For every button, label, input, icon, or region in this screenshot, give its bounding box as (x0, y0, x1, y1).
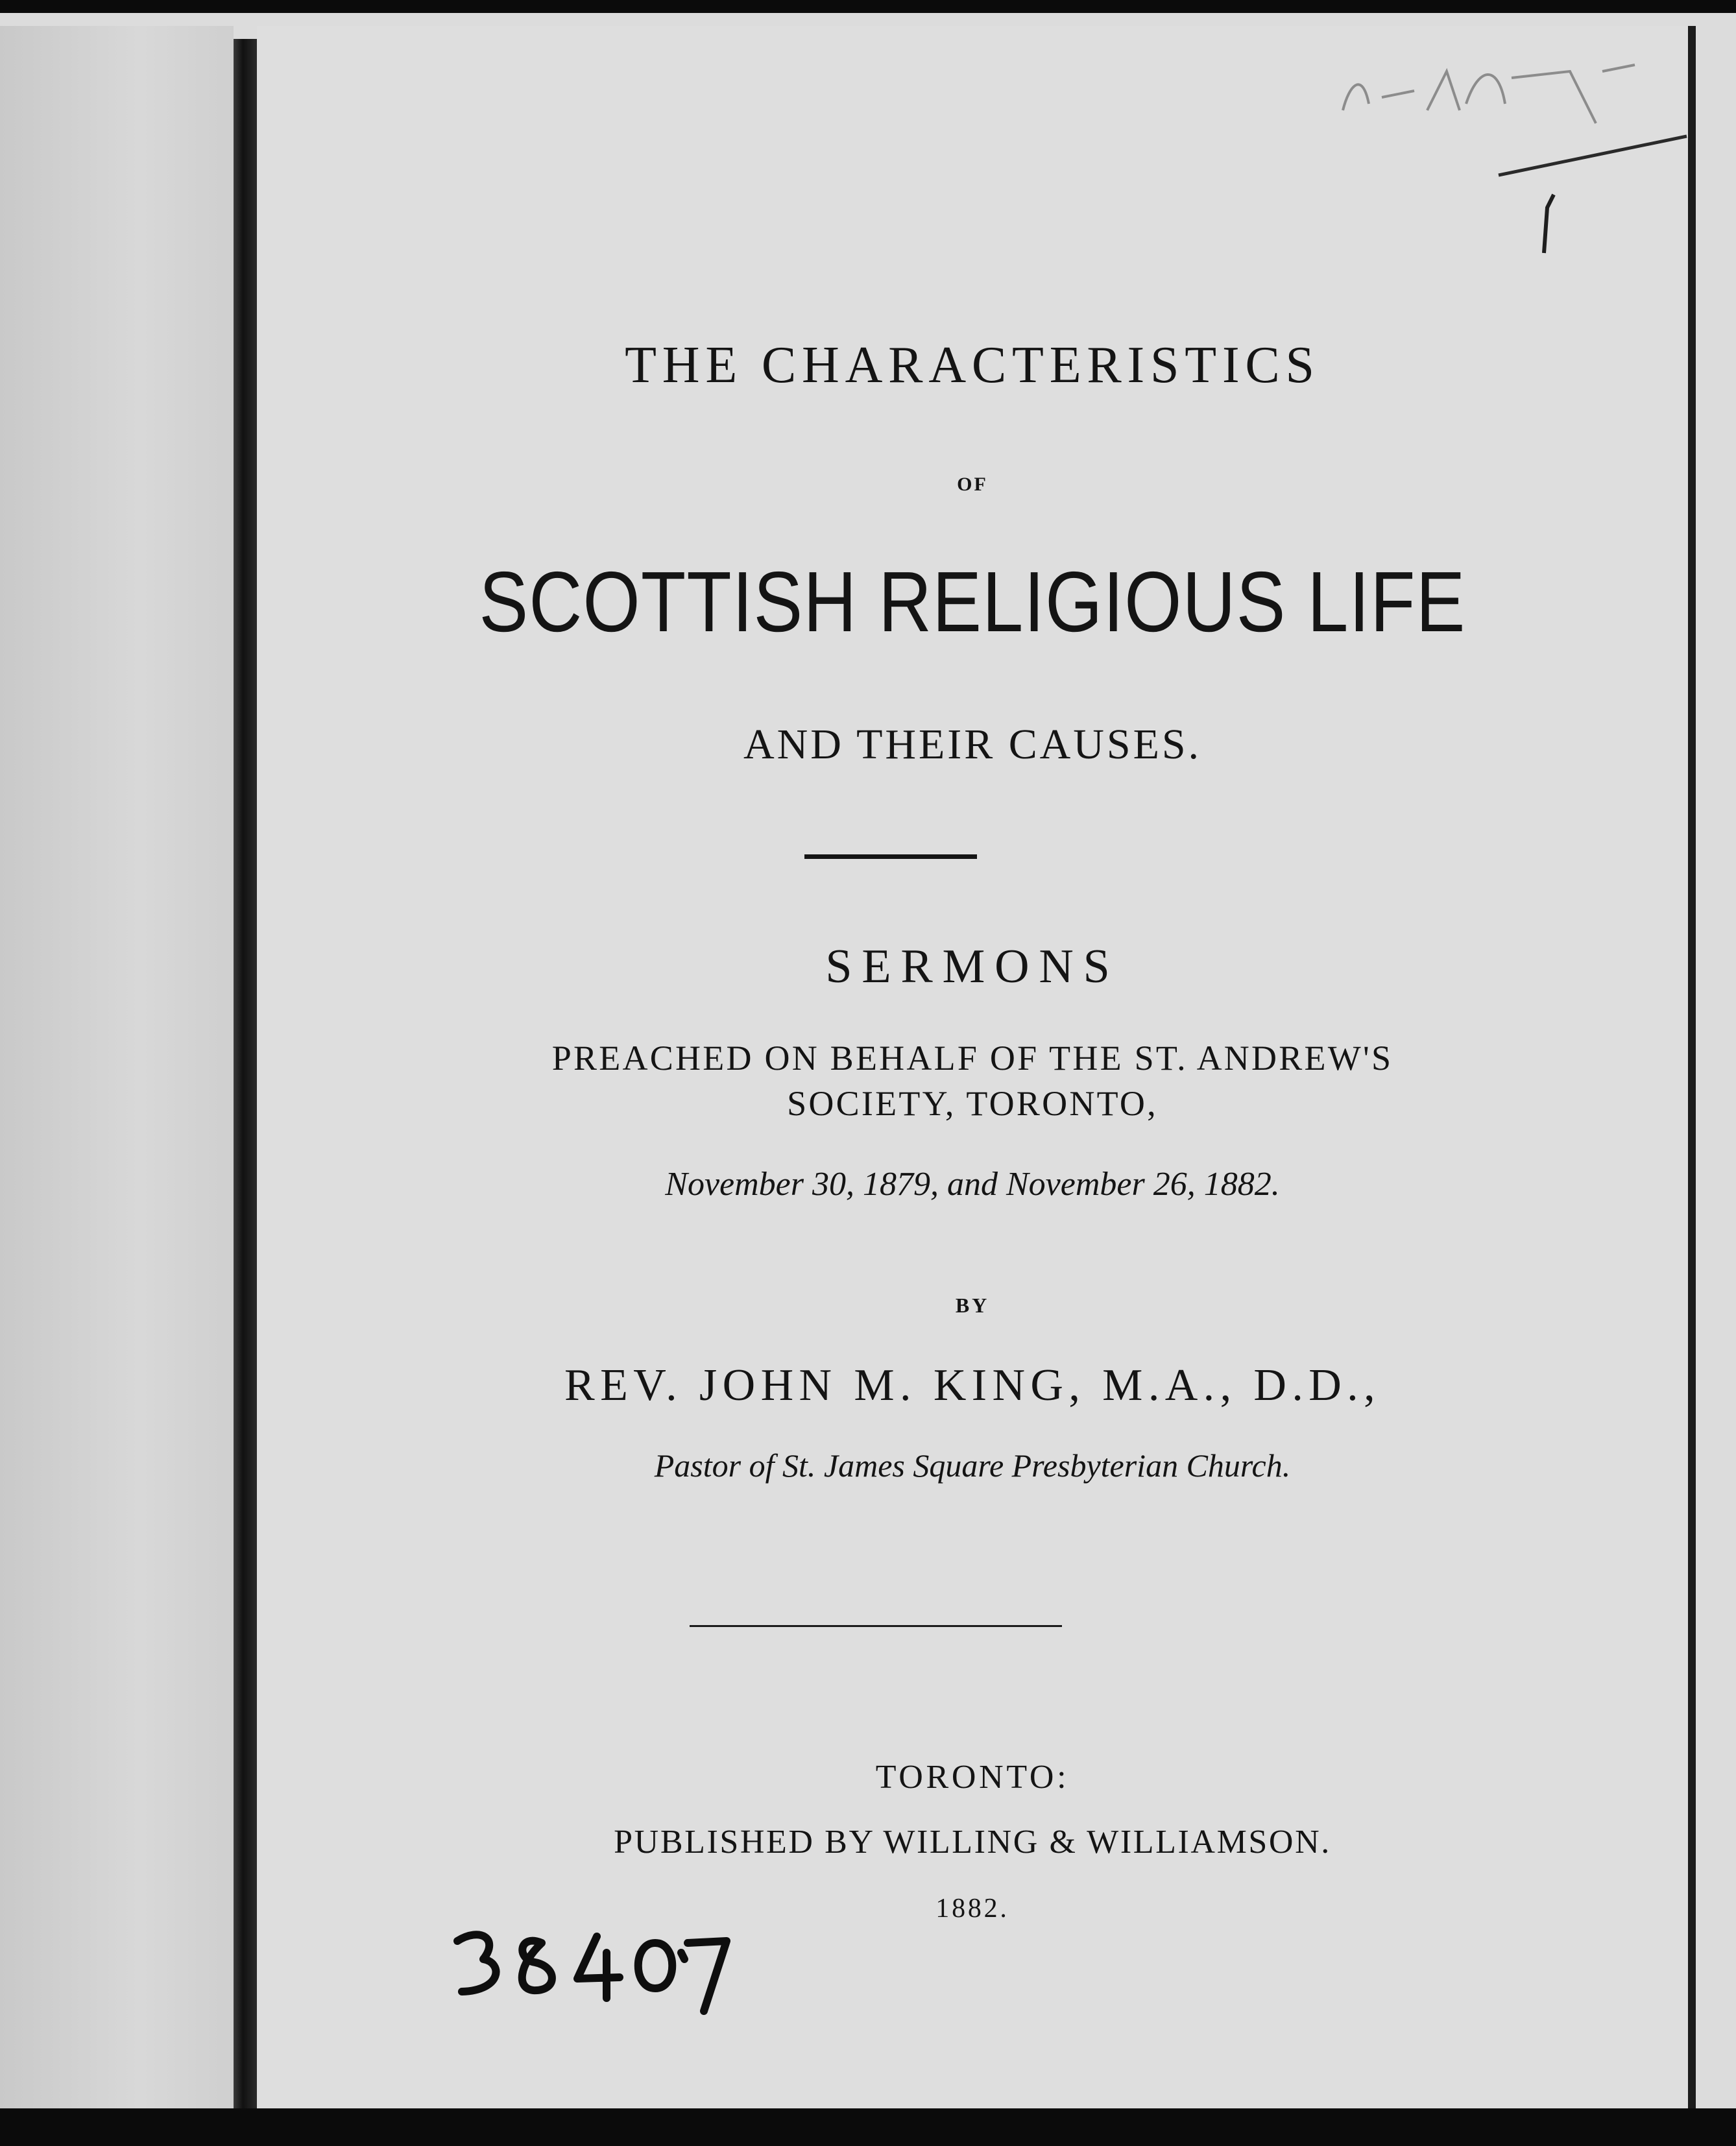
preached-line: PREACHED ON BEHALF OF THE ST. ANDREW'S (551, 1039, 1393, 1078)
sermons-heading: SERMONS (825, 940, 1120, 993)
publication-year: 1882. (935, 1894, 1009, 1923)
title-connector-of: OF (957, 474, 988, 495)
main-title: SCOTTISH RELIGIOUS LIFE (479, 554, 1466, 649)
left-page-edge (0, 26, 234, 2108)
book-gutter (234, 39, 257, 2108)
scan-bottom-border (0, 2108, 1736, 2146)
society-line: SOCIETY, TORONTO, (787, 1084, 1158, 1123)
author-name: REV. JOHN M. KING, M.A., D.D., (564, 1360, 1380, 1410)
scanned-page (0, 13, 1736, 2133)
publisher-city: TORONTO: (875, 1759, 1070, 1796)
divider-rule-bottom (690, 1625, 1062, 1627)
by-line: BY (955, 1294, 990, 1317)
dates-line: November 30, 1879, and November 26, 1882. (665, 1166, 1280, 1203)
publisher-name: PUBLISHED BY WILLING & WILLIAMSON. (614, 1824, 1331, 1861)
page-edge-border (1688, 26, 1696, 2108)
divider-rule-top (804, 854, 977, 859)
subtitle: AND THEIR CAUSES. (743, 721, 1201, 768)
title-line-1: THE CHARACTERISTICS (625, 337, 1320, 394)
author-position: Pastor of St. James Square Presbyterian Church. (654, 1447, 1291, 1484)
